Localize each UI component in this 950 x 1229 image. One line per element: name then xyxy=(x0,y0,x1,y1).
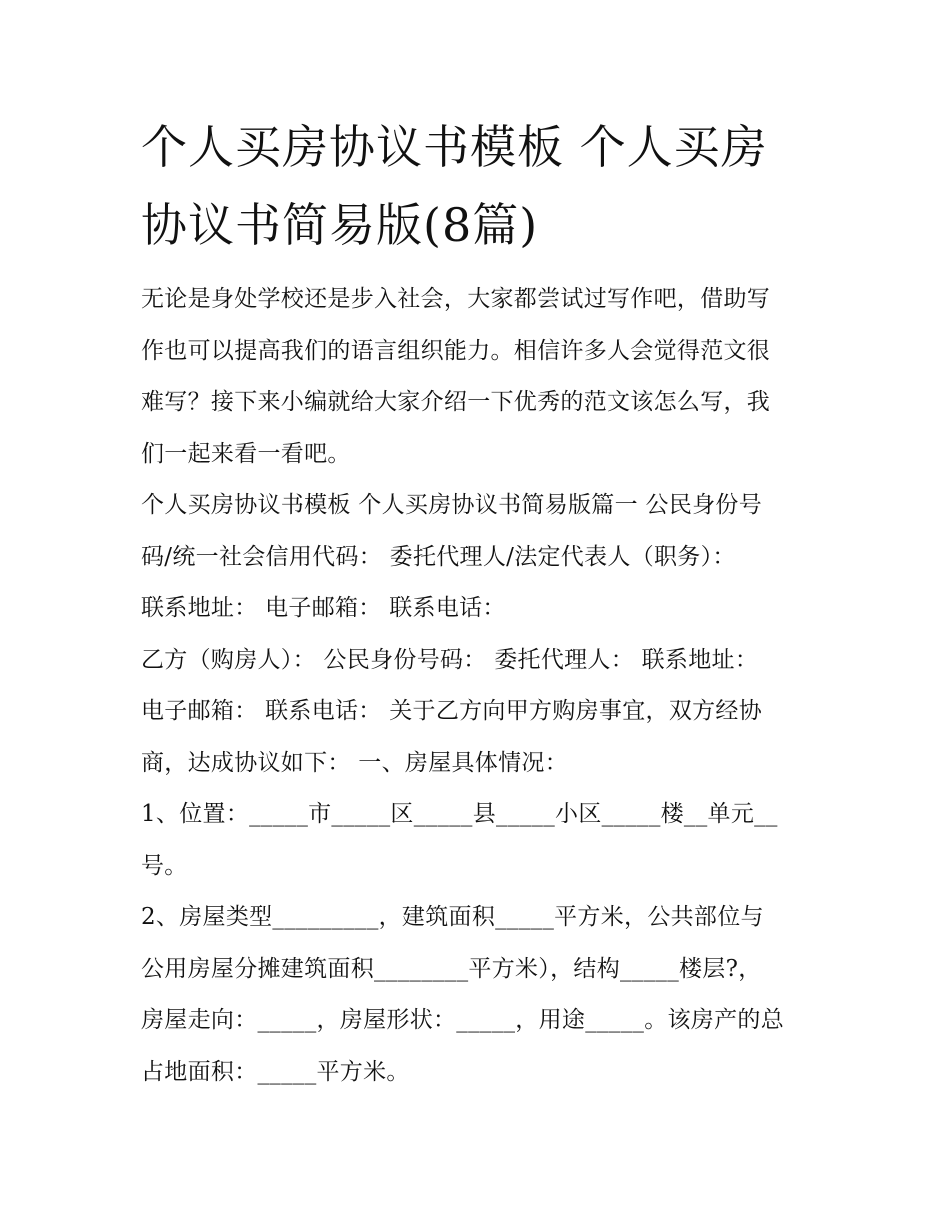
title-line: 个人买房协议书模板 个人买房 xyxy=(141,120,768,174)
text-line: 个人买房协议书模板 个人买房协议书简易版篇一 公民身份号 xyxy=(141,492,763,518)
text-line: 商，达成协议如下： 一、房屋具体情况： xyxy=(141,749,569,776)
text-line: 乙方（购房人）： 公民身份号码： 委托代理人： 联系地址： xyxy=(141,646,759,673)
text-line: 码/统一社会信用代码： 委托代理人/法定代表人（职务）： xyxy=(141,543,736,570)
text-line: 房屋走向：_____，房屋形状：_____，用途_____。该房产的总 xyxy=(141,1007,784,1033)
document-title xyxy=(141,108,821,264)
text-line: 们一起来看一看吧。 xyxy=(141,440,351,467)
party-b-paragraph xyxy=(141,635,821,790)
party-a-paragraph xyxy=(141,480,821,635)
house-type-clause xyxy=(141,892,821,1098)
text-line: 作也可以提高我们的语言组织能力。相信许多人会觉得范文很 xyxy=(141,337,771,364)
text-line: 电子邮箱： 联系电话： 关于乙方向甲方购房事宜，双方经协 xyxy=(141,698,763,724)
text-line: 1、位置：_____市_____区_____县_____小区_____楼__单元__ xyxy=(141,801,778,827)
text-line: 联系地址： 电子邮箱： 联系电话： xyxy=(141,595,506,621)
intro-paragraph xyxy=(141,274,821,480)
text-line: 占地面积：_____平方米。 xyxy=(141,1058,410,1085)
text-line: 号。 xyxy=(141,852,188,879)
title-line: 协议书简易版(8篇) xyxy=(141,198,539,252)
location-clause xyxy=(141,789,821,892)
text-line: 公用房屋分摊建筑面积________平方米），结构_____楼层?， xyxy=(141,955,762,982)
text-line: 无论是身处学校还是步入社会，大家都尝试过写作吧，借助写 xyxy=(141,286,771,312)
document-page xyxy=(141,108,821,1098)
text-line: 难写？接下来小编就给大家介绍一下优秀的范文该怎么写，我 xyxy=(141,389,771,415)
text-line: 2、房屋类型_________，建筑面积_____平方米，公共部位与 xyxy=(141,904,764,930)
